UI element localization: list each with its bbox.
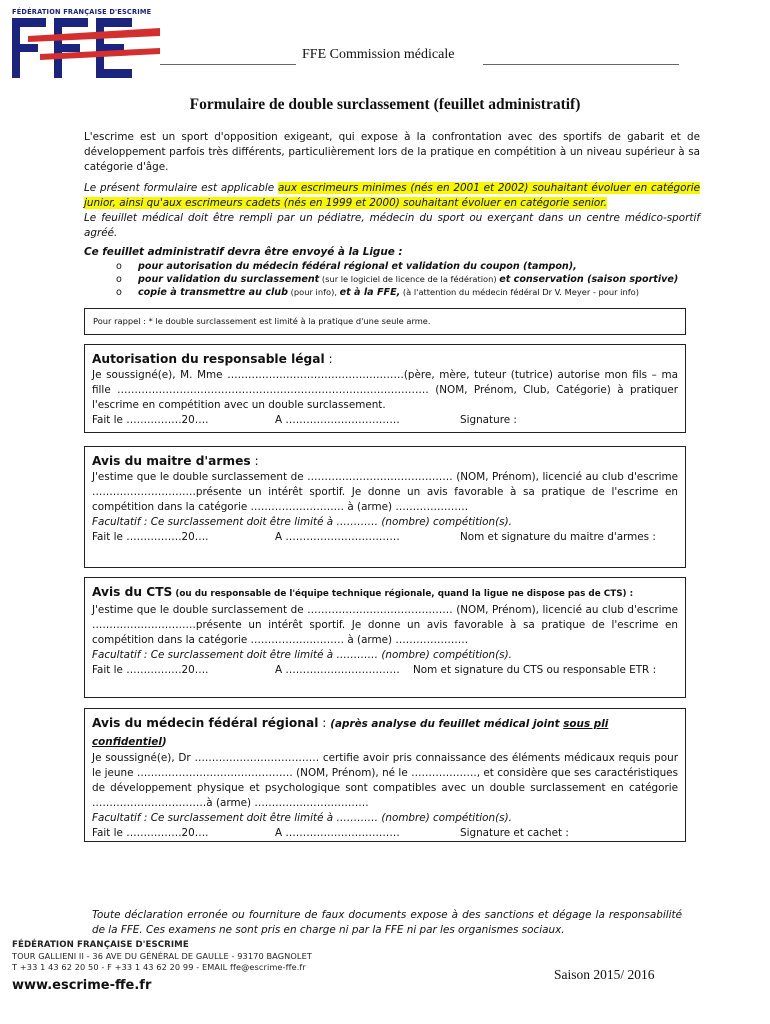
address-federation: FÉDÉRATION FRANÇAISE D'ESCRIME [12, 940, 189, 950]
send-title: Ce feuillet administratif devra être envoyé à la Ligue : [84, 246, 403, 258]
send-item-2c: et conservation (saison sportive) [499, 274, 679, 285]
bullet: o [116, 261, 122, 272]
medecin-date-field[interactable]: Fait le …………….20…. [92, 827, 209, 839]
website-link[interactable]: www.escrime-ffe.fr [12, 978, 152, 993]
legal-signature-field[interactable]: Signature : [460, 414, 517, 426]
list-item [116, 286, 639, 299]
legal-place-field[interactable]: A …………………………… [275, 414, 400, 426]
medecin-sign-row [92, 826, 678, 841]
maitre-place-field[interactable]: A …………………………… [275, 531, 400, 543]
maitre-sign-row [92, 530, 678, 545]
cts-heading-sub: (ou du responsable de l'équipe technique régionale, quand la ligue ne dispose pas de CTS) : [172, 589, 634, 599]
legal-heading [92, 351, 678, 368]
ffe-logo-icon [10, 6, 160, 82]
cts-heading [92, 584, 678, 603]
send-item-3d: (à l'attention du médecin fédéral Dr V. Meyer - pour info) [400, 287, 639, 297]
medical-paragraph: Le feuillet médical doit être rempli par un pédiatre, médecin du sport ou exerçant dans un centre médico-sportif agréé. [84, 212, 700, 239]
list-item [116, 260, 577, 273]
send-item-3c: et à la FFE, [339, 287, 401, 298]
bullet: o [116, 287, 122, 298]
maitre-signature-field[interactable]: Nom et signature du maitre d'armes : [460, 531, 656, 543]
cts-facultatif[interactable]: Facultatif : Ce surclassement doit être limité à ………… (nombre) compétition(s). [92, 649, 512, 661]
address-street: TOUR GALLIENI II - 36 AVE DU GÉNÉRAL DE GAULLE - 93170 BAGNOLET [12, 951, 312, 961]
send-item-2a: pour validation du surclassement [138, 274, 320, 285]
intro-paragraph: L'escrime est un sport d'opposition exigeant, qui expose à la confrontation avec des sportifs de gabarit et de développement parfois très différents, particulièrement lors de la pratique en compétition à un niveau supérieur à sa catégorie d'âge. [84, 131, 700, 173]
list-item [116, 273, 678, 286]
legal-heading-colon: : [324, 352, 333, 366]
medecin-note-underlined: sous pli confidentiel [92, 718, 609, 748]
send-item-3a: copie à transmettre au club [138, 287, 288, 298]
cts-body[interactable]: J'estime que le double surclassement de …………………………………… (NOM, Prénom), licencié au club d'escrime …………………………présente un intérêt sportif. Je donne un avis favorable à sa pratique de l'escrime en compétition dans la catégorie ……………………… à (arme) ………………… [92, 604, 678, 646]
bullet: o [116, 274, 122, 285]
medecin-heading-text: Avis du médecin fédéral régional [92, 716, 319, 730]
medecin-note-a: (après analyse du feuillet médical joint [330, 718, 564, 730]
cts-section [84, 577, 686, 698]
applicable-paragraph [84, 181, 700, 211]
cts-date-field[interactable]: Fait le …………….20…. [92, 664, 209, 676]
cts-sign-row [92, 663, 678, 678]
header-rule-left [160, 64, 296, 65]
address-contact: T +33 1 43 62 20 50 - F +33 1 43 62 20 99 - EMAIL ffe@escrime-ffe.fr [12, 962, 306, 972]
legal-date-field[interactable]: Fait le …………….20…. [92, 414, 209, 426]
rappel-text: Pour rappel : * le double surclassement est limité à la pratique d'une seule arme. [93, 316, 431, 326]
legal-authorization-section [84, 344, 686, 433]
medecin-body[interactable]: Je soussigné(e), Dr ……………………………… certifie avoir pris connaissance des éléments médicaux requis pour le jeune ……………………………………… (NOM, Prénom), né le ………………., et considère que ses caractéristiques de développement physique et psychologique sont compatibles avec un double surclassement en catégorie ……………………………à (arme) …………………………… [92, 752, 678, 809]
legal-body[interactable]: Je soussigné(e), M. Mme ……………………………………………(père, mère, tuteur (tutrice) autorise mon fils – ma fille ……………………………………………………………………………… (NOM, Prénom, Club, Catégorie) à pratiquer l'escrime en compétition avec un double surclassement. [92, 369, 678, 411]
page-title: Formulaire de double surclassement (feuillet administratif) [189, 96, 581, 113]
commission-title: FFE Commission médicale [302, 47, 455, 62]
medecin-note-b: ) [161, 736, 167, 748]
medecin-facultatif[interactable]: Facultatif : Ce surclassement doit être limité à ………… (nombre) compétition(s). [92, 812, 512, 824]
medecin-section [84, 708, 686, 842]
header-rule-right [483, 64, 679, 65]
send-item-3b: (pour info), [288, 287, 340, 297]
cts-signature-field[interactable]: Nom et signature du CTS ou responsable ETR : [413, 664, 657, 676]
federation-name-logo: FÉDÉRATION FRANÇAISE D'ESCRIME [12, 8, 152, 16]
maitre-heading [92, 453, 678, 470]
send-item-2b: (sur le logiciel de licence de la fédération) [319, 274, 500, 284]
maitre-facultatif[interactable]: Facultatif : Ce surclassement doit être limité à ………… (nombre) compétition(s). [92, 516, 512, 528]
maitre-body[interactable]: J'estime que le double surclassement de …………………………………… (NOM, Prénom), licencié au club d'escrime …………………………présente un intérêt sportif. Je donne un avis favorable à sa pratique de l'escrime en compétition dans la catégorie ……………………… à (arme) ………………… [92, 471, 678, 513]
maitre-heading-colon: : [250, 454, 259, 468]
maitre-heading-text: Avis du maitre d'armes [92, 454, 251, 468]
applicable-highlight: aux escrimeurs minimes (nés en 2001 et 2002) souhaitant évoluer en catégorie junior, ainsi qu'aux escrimeurs cadets (nés en 1999 et 2000) souhaitant évoluer en catégorie senior. [84, 182, 701, 209]
footer-disclaimer: Toute déclaration erronée ou fourniture de faux documents expose à des sanctions et dégage la responsabilité de la FFE. Ces examens ne sont pris en charge ni par la FFE ni par les organismes sociaux. [92, 909, 682, 936]
legal-heading-text: Autorisation du responsable légal [92, 352, 325, 366]
medecin-place-field[interactable]: A …………………………… [275, 827, 400, 839]
cts-heading-text: Avis du CTS [92, 585, 173, 599]
medecin-heading-sep: : [318, 716, 331, 730]
season-label: Saison 2015/ 2016 [554, 967, 655, 982]
applicable-prefix: Le présent formulaire est applicable [84, 182, 278, 194]
send-item-1: pour autorisation du médecin fédéral régional et validation du coupon (tampon), [138, 261, 577, 272]
maitre-armes-section [84, 446, 686, 568]
maitre-date-field[interactable]: Fait le …………….20…. [92, 531, 209, 543]
medecin-heading [92, 715, 678, 751]
cts-place-field[interactable]: A …………………………… [275, 664, 400, 676]
rappel-box [84, 308, 686, 335]
legal-sign-row [92, 413, 678, 428]
medecin-signature-field[interactable]: Signature et cachet : [460, 827, 569, 839]
